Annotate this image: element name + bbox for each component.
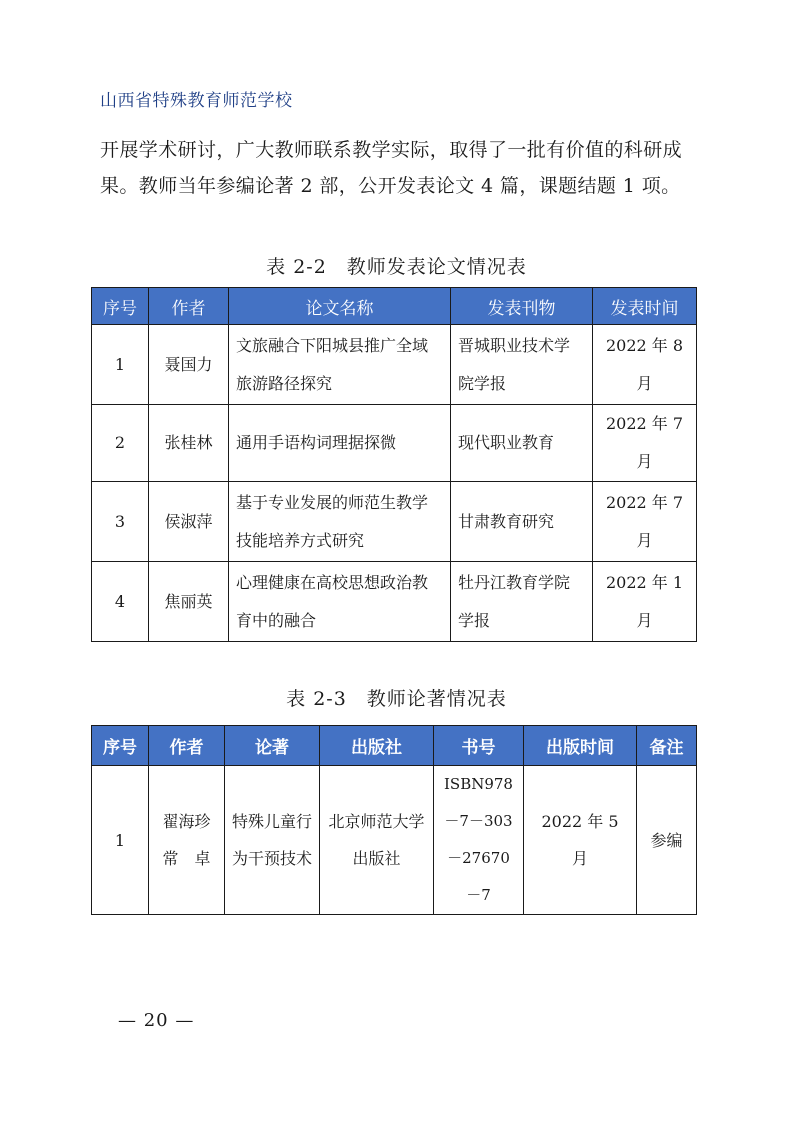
cell-index: 1 — [92, 325, 149, 405]
table-row — [92, 766, 697, 915]
cell-date: 2022 年 7 月 — [593, 405, 697, 482]
cell-index: 2 — [92, 405, 149, 482]
col-header-publisher: 出版社 — [320, 726, 434, 766]
cell-isbn: ISBN978－7－303－27670－7 — [434, 766, 524, 915]
cell-author: 张桂林 — [149, 405, 229, 482]
col-header-monograph: 论著 — [225, 726, 320, 766]
papers-table-header-row — [92, 288, 697, 325]
table-row — [92, 562, 697, 642]
cell-date: 2022 年 1 月 — [593, 562, 697, 642]
papers-table — [91, 287, 697, 642]
cell-paper-title: 心理健康在高校思想政治教育中的融合 — [229, 562, 451, 642]
cell-index: 1 — [92, 766, 149, 915]
school-header: 山西省特殊教育师范学校 — [100, 91, 293, 111]
cell-remark: 参编 — [637, 766, 697, 915]
col-header-isbn: 书号 — [434, 726, 524, 766]
cell-date: 2022 年 7 月 — [593, 482, 697, 562]
cell-paper-title: 通用手语构词理据探微 — [229, 405, 451, 482]
table-row — [92, 482, 697, 562]
cell-journal: 牡丹江教育学院学报 — [451, 562, 593, 642]
col-header-author: 作者 — [149, 726, 225, 766]
monographs-table-header-row — [92, 726, 697, 766]
cell-author: 侯淑萍 — [149, 482, 229, 562]
cell-journal: 现代职业教育 — [451, 405, 593, 482]
table1-caption: 表 2-2 教师发表论文情况表 — [266, 256, 527, 278]
cell-paper-title: 基于专业发展的师范生教学技能培养方式研究 — [229, 482, 451, 562]
col-header-paper-title: 论文名称 — [229, 288, 451, 325]
cell-index: 3 — [92, 482, 149, 562]
cell-journal: 甘肃教育研究 — [451, 482, 593, 562]
col-header-date: 发表时间 — [593, 288, 697, 325]
cell-index: 4 — [92, 562, 149, 642]
cell-publisher: 北京师范大学出版社 — [320, 766, 434, 915]
cell-publish-date: 2022 年 5 月 — [524, 766, 637, 915]
cell-author: 聂国力 — [149, 325, 229, 405]
col-header-index: 序号 — [92, 726, 149, 766]
cell-monograph: 特殊儿童行为干预技术 — [225, 766, 320, 915]
col-header-index: 序号 — [92, 288, 149, 325]
col-header-remark: 备注 — [637, 726, 697, 766]
cell-date: 2022 年 8 月 — [593, 325, 697, 405]
table-row — [92, 405, 697, 482]
cell-author: 焦丽英 — [149, 562, 229, 642]
cell-authors: 翟海珍 常 卓 — [149, 766, 225, 915]
body-paragraph: 开展学术研讨，广大教师联系教学实际，取得了一批有价值的科研成果。教师当年参编论著 2 部，公开发表论文 4 篇，课题结题 1 项。 — [100, 139, 683, 197]
cell-paper-title: 文旅融合下阳城县推广全域旅游路径探究 — [229, 325, 451, 405]
table2-caption: 表 2-3 教师论著情况表 — [286, 688, 507, 710]
monographs-table — [91, 725, 697, 915]
table-row — [92, 325, 697, 405]
cell-journal: 晋城职业技术学院学报 — [451, 325, 593, 405]
page-number: — 20 — — [118, 1010, 195, 1031]
col-header-journal: 发表刊物 — [451, 288, 593, 325]
col-header-publish-date: 出版时间 — [524, 726, 637, 766]
col-header-author: 作者 — [149, 288, 229, 325]
